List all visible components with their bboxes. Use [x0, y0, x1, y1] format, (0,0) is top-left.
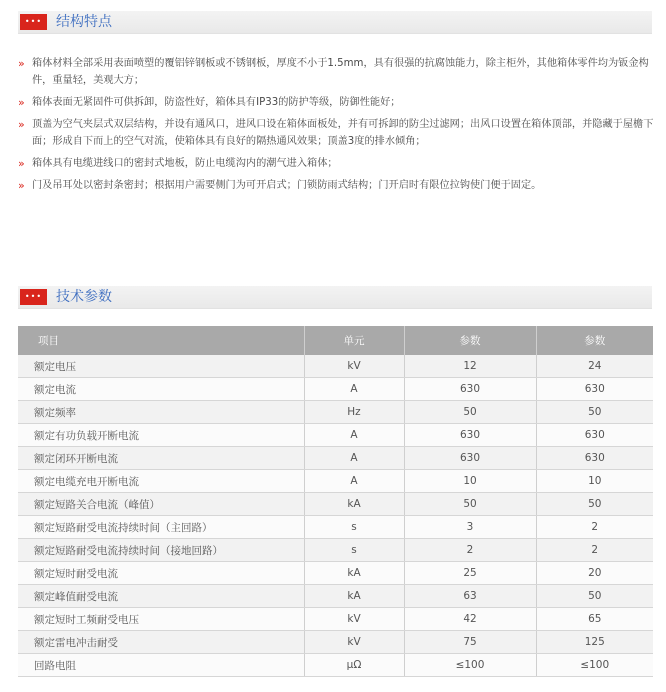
table-cell: 额定电流	[18, 378, 304, 401]
table-cell: 630	[536, 378, 653, 401]
table-cell: A	[304, 424, 404, 447]
table-cell: 3	[404, 516, 536, 539]
table-row	[18, 401, 653, 424]
table-cell: 42	[404, 608, 536, 631]
column-header: 单元	[304, 326, 404, 355]
section-badge: •••	[20, 14, 47, 30]
list-item: » 门及吊耳处以密封条密封；根据用户需要侧门为可开启式；门锁防雨式结构；门开启时有限位拉钩使门便于固定。	[18, 179, 542, 192]
section-title: 技术参数	[56, 289, 112, 305]
table-cell: 额定电压	[18, 355, 304, 378]
table-cell: 63	[404, 585, 536, 608]
table-cell: 额定电缆充电开断电流	[18, 470, 304, 493]
table-row	[18, 631, 653, 654]
table-cell: ≤100	[536, 654, 653, 677]
table-cell: 12	[404, 355, 536, 378]
table-cell: 20	[536, 562, 653, 585]
table-cell: 50	[536, 493, 653, 516]
table-cell: 额定频率	[18, 401, 304, 424]
table-cell: 50	[404, 401, 536, 424]
table-cell: kA	[304, 562, 404, 585]
bullet-icon: »	[18, 179, 25, 192]
table-cell: 额定雷电冲击耐受	[18, 631, 304, 654]
table-cell: 630	[404, 378, 536, 401]
table-cell: 630	[404, 424, 536, 447]
table-cell: 65	[536, 608, 653, 631]
bullet-icon: »	[18, 96, 25, 109]
bullet-icon: »	[18, 118, 25, 131]
table-cell: kV	[304, 631, 404, 654]
bullet-icon: »	[18, 157, 25, 170]
table-row	[18, 516, 653, 539]
section-header-structure	[18, 11, 652, 34]
table-row	[18, 654, 653, 677]
bullet-icon: »	[18, 57, 25, 70]
list-item: » 箱体表面无紧固件可供拆卸，防盗性好，箱体具有IP33的防护等级，防御性能好；	[18, 96, 401, 109]
section-badge: •••	[20, 289, 47, 305]
table-cell: 额定短时工频耐受电压	[18, 608, 304, 631]
list-item: » 箱体材料全部采用表面喷塑的覆铝锌钢板或不锈钢板，厚度不小于1.5mm，具有很强的抗腐蚀能力，除主柜外，其他箱体零件均为钣金构件，重量轻，美观大方；	[18, 57, 649, 86]
table-row	[18, 608, 653, 631]
table-cell: 630	[404, 447, 536, 470]
parameters-table	[18, 326, 653, 677]
table-cell: s	[304, 539, 404, 562]
table-cell: Hz	[304, 401, 404, 424]
column-header: 参数	[536, 326, 653, 355]
feature-list	[18, 55, 658, 199]
table-cell: 额定峰值耐受电流	[18, 585, 304, 608]
table-row	[18, 447, 653, 470]
table-cell: 额定闭环开断电流	[18, 447, 304, 470]
table-header-row	[18, 326, 653, 355]
section-title: 结构特点	[56, 14, 112, 30]
table-cell: 额定短时耐受电流	[18, 562, 304, 585]
table-cell: 125	[536, 631, 653, 654]
section-header-parameters	[18, 286, 652, 309]
table-cell: kA	[304, 585, 404, 608]
table-cell: s	[304, 516, 404, 539]
table-cell: kA	[304, 493, 404, 516]
table-cell: kV	[304, 608, 404, 631]
table-cell: 50	[404, 493, 536, 516]
table-cell: 2	[536, 539, 653, 562]
list-item: » 箱体具有电缆进线口的密封式地板，防止电缆沟内的潮气进入箱体；	[18, 157, 338, 170]
table-cell: A	[304, 378, 404, 401]
table-cell: 2	[536, 516, 653, 539]
table-cell: μΩ	[304, 654, 404, 677]
table-cell: kV	[304, 355, 404, 378]
table-cell: 630	[536, 424, 653, 447]
table-cell: 10	[404, 470, 536, 493]
table-cell: 回路电阻	[18, 654, 304, 677]
table-row	[18, 539, 653, 562]
table-row	[18, 585, 653, 608]
table-cell: 24	[536, 355, 653, 378]
table-cell: 75	[404, 631, 536, 654]
table-cell: 额定有功负载开断电流	[18, 424, 304, 447]
table-cell: 额定短路耐受电流持续时间（接地回路）	[18, 539, 304, 562]
table-cell: 额定短路耐受电流持续时间（主回路）	[18, 516, 304, 539]
table-cell: 25	[404, 562, 536, 585]
column-header: 项目	[18, 326, 304, 355]
table-cell: A	[304, 470, 404, 493]
table-row	[18, 562, 653, 585]
table-row	[18, 355, 653, 378]
table-cell: 额定短路关合电流（峰值）	[18, 493, 304, 516]
table-cell: 50	[536, 585, 653, 608]
table-row	[18, 424, 653, 447]
table-cell: A	[304, 447, 404, 470]
table-cell: 50	[536, 401, 653, 424]
table-cell: 10	[536, 470, 653, 493]
list-item: » 顶盖为空气夹层式双层结构，并设有通风口，进风口设在箱体面板处，并有可拆卸的防尘过滤网；出风口设置在箱体顶部，并隐藏于屋檐下面；形成自下而上的空气对流，使箱体具有良好的隔热通风效果；顶盖3度的排水倾角；	[18, 118, 654, 147]
table-cell: 2	[404, 539, 536, 562]
table-row	[18, 470, 653, 493]
table-cell: 630	[536, 447, 653, 470]
table-cell: ≤100	[404, 654, 536, 677]
table-row	[18, 493, 653, 516]
column-header: 参数	[404, 326, 536, 355]
table-row	[18, 378, 653, 401]
